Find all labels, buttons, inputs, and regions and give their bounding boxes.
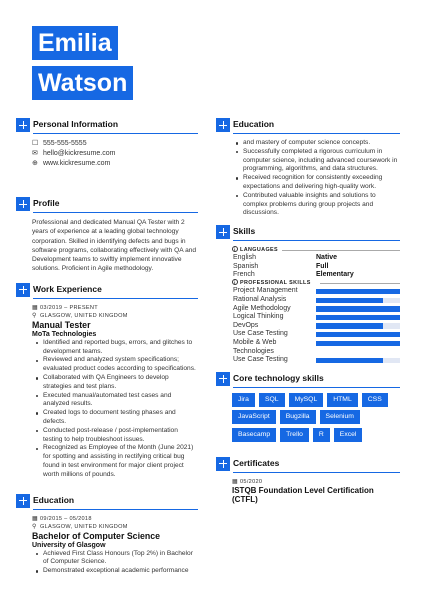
skill-tag: SQL bbox=[259, 393, 285, 407]
list-item: Reviewed and analyzed system specifications; evaluated product codes according to specifications. bbox=[43, 356, 198, 374]
list-item: Received recognition for consistently exceeding expectations and delivering high-quality work. bbox=[243, 174, 400, 192]
list-item: Identified and reported bugs, errors, and glitches to development teams. bbox=[43, 339, 198, 357]
skill-tag: HTML bbox=[327, 393, 358, 407]
job-title: Manual Tester bbox=[32, 319, 91, 330]
languages-heading: i LANGUAGES bbox=[216, 246, 400, 254]
skill-bar bbox=[316, 298, 400, 304]
list-item: Contributed valuable insights and solutions to complex problems during group projects and discussions. bbox=[243, 192, 400, 218]
skill-bar bbox=[316, 341, 400, 347]
job-company: MoTa Technologies bbox=[32, 330, 97, 338]
skill-bar-fill bbox=[316, 315, 400, 321]
plus-icon bbox=[16, 283, 30, 297]
section-title: Core technology skills bbox=[233, 372, 324, 383]
skill-bar-fill bbox=[316, 306, 400, 312]
list-item: Created logs to document testing phases and defects. bbox=[43, 409, 198, 427]
language-row: English Native bbox=[233, 254, 338, 262]
skill-row: Use Case Testing bbox=[216, 356, 400, 365]
location-pin-icon: ⚲ bbox=[32, 312, 37, 319]
list-item: Conducted post-release / post-implementation testing to help troubleshoot issues. bbox=[43, 427, 198, 445]
section-title: Education bbox=[33, 494, 75, 505]
section-education bbox=[16, 494, 198, 510]
list-item: Successfully completed a rigorous curriculum in computer science, including advanced coursework in programming, algorithms, and data structures. bbox=[243, 148, 400, 174]
divider bbox=[233, 387, 400, 388]
plus-icon bbox=[16, 494, 30, 508]
list-item: Recognized as Employee of the Month (June 2021) for spotting and assisting in rectifying critical bug found in test environment for major client project worth millions of pounds. bbox=[43, 444, 198, 479]
section-title: Personal Information bbox=[33, 119, 119, 129]
skill-bar-fill bbox=[316, 341, 400, 347]
skill-bar-fill bbox=[316, 323, 383, 329]
language-row: French Elementary bbox=[233, 270, 354, 278]
section-title: Profile bbox=[33, 198, 60, 208]
section-education-continued bbox=[216, 118, 400, 134]
job-dates: ▦ 03/2019 – PRESENT bbox=[32, 304, 98, 311]
section-title: Skills bbox=[233, 226, 256, 237]
phone-text: 555-555-5555 bbox=[43, 140, 87, 147]
list-item-continued: and mastery of computer science concepts. bbox=[243, 139, 400, 148]
divider bbox=[33, 133, 198, 134]
last-name: Watson bbox=[32, 66, 133, 100]
section-title: Certificates bbox=[233, 457, 280, 468]
section-profile bbox=[16, 197, 198, 213]
skill-row: Agile Methodology bbox=[216, 305, 400, 314]
divider bbox=[33, 298, 198, 299]
skill-row: Rational Analysis bbox=[216, 296, 400, 305]
professional-skills-list bbox=[216, 287, 400, 364]
skill-row: Use Case Testing bbox=[216, 330, 400, 339]
education-bullets bbox=[16, 550, 198, 576]
website-text: www.kickresume.com bbox=[43, 160, 111, 167]
calendar-icon: ▦ bbox=[232, 478, 238, 485]
skill-bar bbox=[316, 358, 400, 364]
section-skills bbox=[216, 225, 400, 241]
section-core-technology-skills bbox=[216, 372, 400, 388]
skill-bar bbox=[316, 323, 400, 329]
skill-tag: Basecamp bbox=[232, 428, 276, 442]
list-item: Collaborated with QA Engineers to develop strategies and test plans. bbox=[43, 374, 198, 392]
skill-bar-fill bbox=[316, 358, 383, 364]
divider bbox=[233, 133, 400, 134]
skill-bar bbox=[316, 306, 400, 312]
first-name: Emilia bbox=[32, 26, 118, 60]
skill-tag: R bbox=[313, 428, 330, 442]
language-row: Spanish Full bbox=[233, 262, 329, 270]
skill-tag: JavaScript bbox=[232, 410, 276, 424]
skill-tag: Jira bbox=[232, 393, 255, 407]
skill-bar bbox=[316, 315, 400, 321]
skill-row: Mobile & Web Technologies bbox=[216, 339, 400, 356]
education-continued-bullets bbox=[216, 139, 400, 218]
globe-icon: ⊕ bbox=[32, 160, 38, 167]
skill-tag: Trello bbox=[280, 428, 309, 442]
skill-bar bbox=[316, 289, 400, 295]
skill-row: Logical Thinking bbox=[216, 313, 400, 322]
skill-bar-fill bbox=[316, 332, 400, 338]
divider bbox=[320, 283, 400, 284]
certificate-title: ISTQB Foundation Level Certification (CTFL) bbox=[232, 485, 374, 504]
skill-tag: Selenium bbox=[320, 410, 360, 424]
envelope-icon: ✉ bbox=[32, 150, 38, 157]
section-work-experience bbox=[16, 283, 198, 299]
education-location: ⚲ GLASGOW, UNITED KINGDOM bbox=[32, 523, 128, 530]
section-certificates bbox=[216, 457, 400, 473]
contact-website bbox=[16, 159, 198, 169]
info-icon: i bbox=[232, 279, 238, 285]
certificate-date: ▦ 05/2020 bbox=[232, 478, 263, 485]
list-item: Executed manual/automated test cases and analyzed results. bbox=[43, 392, 198, 410]
tag-list bbox=[216, 393, 400, 442]
contact-phone bbox=[16, 139, 198, 149]
calendar-icon: ▦ bbox=[32, 515, 38, 522]
profile-text: Professional and dedicated Manual QA Tester with 2 years of experience at a leading global technology corporation. Skilled in identifying defects and bugs in software programs, collaborating effectively with QA and Development teams to swiftly implement innovative solutions. Proficient in Agile methodology. bbox=[32, 219, 197, 273]
skill-tag: CSS bbox=[362, 393, 388, 407]
right-column bbox=[216, 118, 400, 504]
skill-bar bbox=[316, 332, 400, 338]
section-title: Education bbox=[233, 119, 275, 129]
plus-icon bbox=[16, 118, 30, 132]
skill-row: DevOps bbox=[216, 322, 400, 331]
education-dates: ▦ 09/2015 – 05/2018 bbox=[32, 515, 92, 522]
plus-icon bbox=[216, 372, 230, 386]
contact-email bbox=[16, 149, 198, 159]
professional-skills-heading: i PROFESSIONAL SKILLS bbox=[216, 279, 400, 287]
divider bbox=[33, 212, 198, 213]
education-school: University of Glasgow bbox=[32, 541, 106, 549]
skill-tag: MySQL bbox=[289, 393, 324, 407]
job-location: ⚲ GLASGOW, UNITED KINGDOM bbox=[32, 312, 128, 319]
left-column bbox=[16, 118, 198, 576]
calendar-icon: ▦ bbox=[32, 304, 38, 311]
section-title: Work Experience bbox=[33, 283, 102, 294]
section-personal-information bbox=[16, 118, 198, 134]
plus-icon bbox=[216, 225, 230, 239]
skill-row: Project Management bbox=[216, 287, 400, 296]
skill-bar-fill bbox=[316, 298, 383, 304]
list-item: Achieved First Class Honours (Top 2%) in Bachelor of Computer Science. bbox=[43, 550, 198, 568]
phone-icon: ☐ bbox=[32, 140, 39, 147]
divider bbox=[233, 240, 400, 241]
divider bbox=[282, 250, 400, 251]
education-degree: Bachelor of Computer Science bbox=[32, 530, 161, 541]
job-bullets bbox=[16, 339, 198, 480]
email-text: hello@kickresume.com bbox=[43, 150, 116, 157]
info-icon: i bbox=[232, 246, 238, 252]
plus-icon bbox=[216, 118, 230, 132]
divider bbox=[33, 509, 198, 510]
location-pin-icon: ⚲ bbox=[32, 523, 37, 530]
divider bbox=[233, 472, 400, 473]
skill-bar-fill bbox=[316, 289, 400, 295]
plus-icon bbox=[16, 197, 30, 211]
skill-tag: Bugzilla bbox=[280, 410, 316, 424]
list-item: Demonstrated exceptional academic performance bbox=[43, 567, 198, 576]
plus-icon bbox=[216, 457, 230, 471]
skill-tag: Excel bbox=[334, 428, 363, 442]
